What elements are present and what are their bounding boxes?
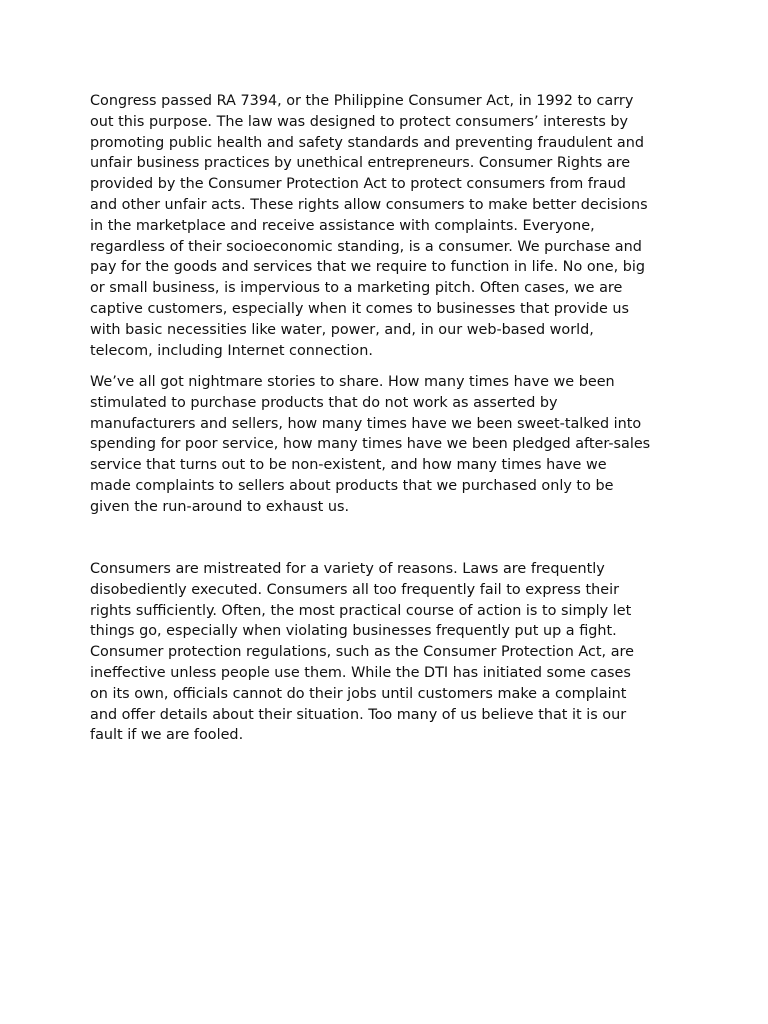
paragraph-nightmare-stories: We’ve all got nightmare stories to share. How many times have we been stimulated to purchase products that do not work as asserted by manufacturers and sellers, how many times have we been sweet-talked into spending for poor service, how many times have we been pledged after-sales service that turns out to be non-existent, and how many times have we made complaints to sellers about products that we purchased only to be given the run-around to exhaust us. [90, 374, 651, 515]
paragraph-consumer-act: Congress passed RA 7394, or the Philippine Consumer Act, in 1992 to carry out this purpose. The law was designed to protect consumers’ interests by promoting public health and safety standards and preventing fraudulent and unfair business practices by unethical entrepreneurs. Consumer Rights are provided by the Consumer Protection Act to protect consumers from fraud and other unfair acts. These rights allow consumers to make better decisions in the marketplace and receive assistance with complaints. Everyone, regardless of their socioeconomic standing, is a consumer. We purchase and pay for the goods and services that we require to function in life. No one, big or small business, is impervious to a marketing pitch. Often cases, we are captive customers, especially when it comes to businesses that provide us with basic necessities like water, power, and, in our web-based world, telecom, including Internet connection. [90, 93, 648, 359]
paragraph-mistreated-consumers: Consumers are mistreated for a variety of reasons. Laws are frequently disobediently executed. Consumers all too frequently fail to express their rights sufficiently. Often, the most practical course of action is to simply let things go, especially when violating businesses frequently put up a fight. Consumer protection regulations, such as the Consumer Protection Act, are ineffective unless people use them. While the DTI has initiated some cases on its own, officials cannot do their jobs until customers make a complaint and offer details about their situation. Too many of us believe that it is our fault if we are fooled. [90, 561, 634, 744]
